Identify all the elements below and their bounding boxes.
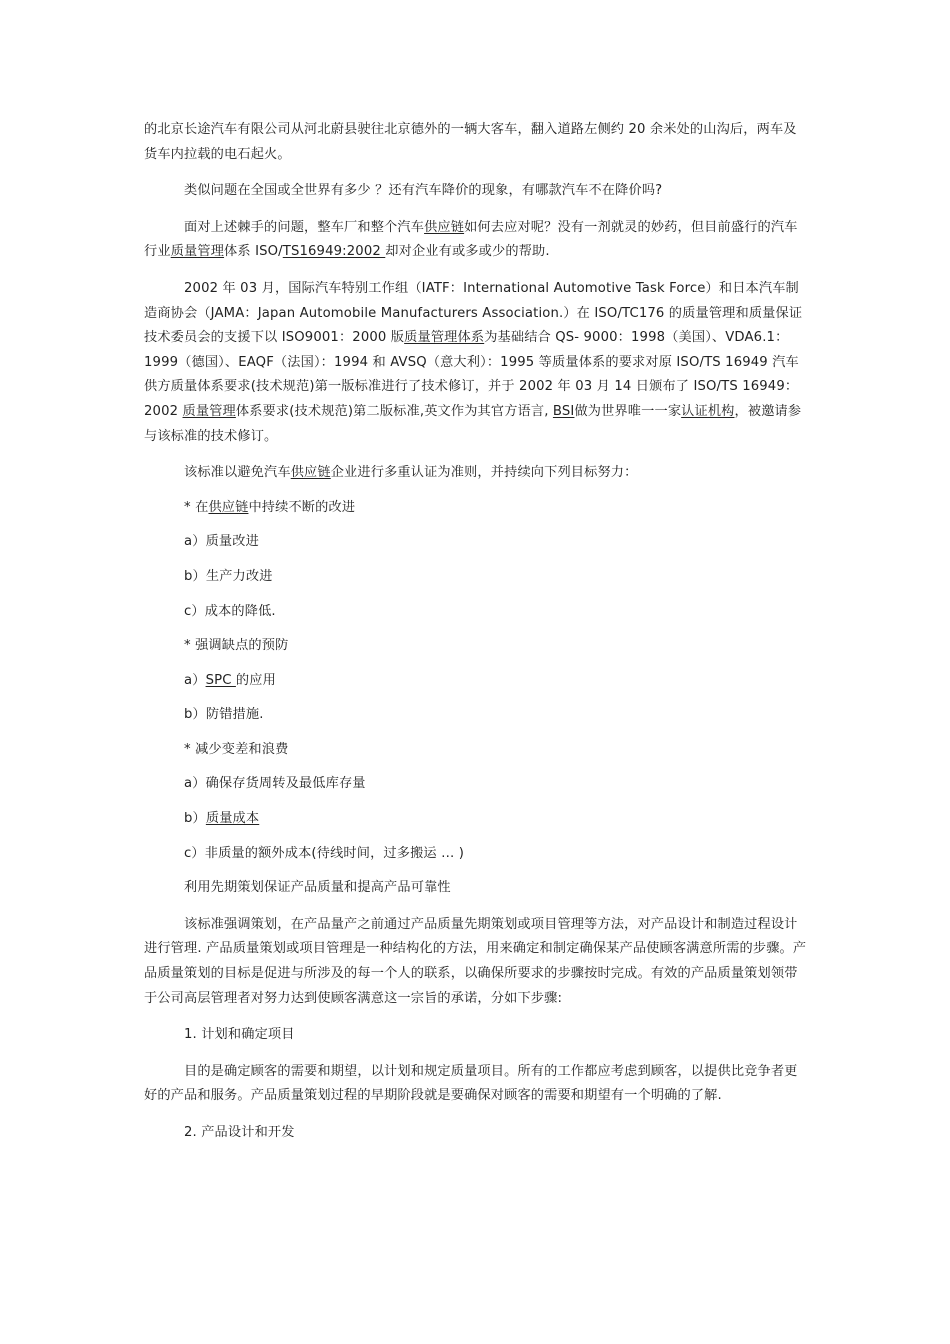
- text-span: 中持续不断的改进: [248, 499, 356, 515]
- text-span: b）: [184, 811, 206, 827]
- sub-item: c）非质量的额外成本(待线时间，过多搬运 … ): [184, 845, 465, 861]
- goal-item: * 强调缺点的预防: [184, 638, 289, 654]
- step-title: 1. 计划和确定项目: [184, 1027, 295, 1043]
- text-span: 为基础结合 QS- 9000：1998（美国）、VDA6.1：1999（德国）、EAQF（法国）：1994 和 AVSQ（意大利）：1995 等质量体系的要求对原 ISO/TS 16949 汽车供方质量体系要求(技术规范)第一版标准进行了技术修订，并于 2002 年 03 月 14 日颁布了 ISO/TS 16949：2002: [144, 330, 799, 419]
- section-heading: 利用先期策划保证产品质量和提高产品可靠性: [184, 880, 451, 896]
- goal-item: [144, 496, 808, 521]
- text-span: ，被邀请参与该标准的技术修订。: [144, 403, 802, 444]
- link-spc[interactable]: SPC: [205, 672, 236, 688]
- sub-item: b）生产力改进: [184, 568, 273, 584]
- link-quality-management[interactable]: 质量管理: [170, 244, 225, 260]
- document-page: [144, 118, 808, 1146]
- text-span: 面对上述棘手的问题，整车厂和整个汽车: [184, 219, 425, 235]
- text-span: 如何去应对呢？没有一剂就灵的妙药，但目前盛行的汽车行业: [144, 219, 798, 260]
- sub-item: c）成本的降低.: [184, 603, 276, 619]
- paragraph-standard-history: [144, 277, 808, 449]
- link-certification-body[interactable]: 认证机构: [681, 403, 735, 419]
- text-span: 2002 年 03 月，国际汽车特别工作组（IATF：International Automotive Task Force）和日本汽车制造商协会（JAMA：Japan Automobile Manufacturers Association.）在 ISO/TC176 的质量管理和质量保证技术委员会的支援下以 ISO9001：2000 版: [144, 280, 803, 346]
- link-supply-chain[interactable]: 供应链: [424, 219, 465, 235]
- text-span: a）: [184, 672, 206, 688]
- link-supply-chain[interactable]: 供应链: [290, 465, 331, 481]
- text-span: * 在: [184, 499, 209, 515]
- link-supply-chain[interactable]: 供应链: [208, 499, 249, 515]
- link-quality-cost[interactable]: 质量成本: [205, 811, 260, 827]
- paragraph-step-body: 目的是确定顾客的需要和期望，以计划和规定质量项目。所有的工作都应考虑到顾客，以提供比竞争者更好的产品和服务。产品质量策划过程的早期阶段就是要确保对顾客的需要和期望有一个明确的了解.: [144, 1063, 798, 1104]
- link-quality-management-system[interactable]: 质量管理体系: [404, 330, 485, 346]
- text-span: 体系要求(技术规范)第二版标准,英文作为其官方语言,: [235, 403, 553, 419]
- text-span: 企业进行多重认证为准则，并持续向下列目标努力：: [330, 465, 638, 481]
- paragraph-challenge: [144, 216, 808, 265]
- text-span: 做为世界唯一一家: [574, 403, 682, 419]
- goal-item: * 减少变差和浪费: [184, 741, 289, 757]
- sub-item: a）确保存货周转及最低库存量: [184, 776, 366, 792]
- link-ts16949[interactable]: TS16949:2002: [282, 244, 386, 260]
- sub-item: a）质量改进: [184, 534, 259, 550]
- paragraph-accident: 的北京长途汽车有限公司从河北蔚县驶往北京德外的一辆大客车，翻入道路左侧约 20 余米处的山沟后，两车及货车内拉载的电石起火。: [144, 122, 797, 162]
- sub-item: [144, 669, 808, 694]
- link-bsi[interactable]: BSI: [552, 403, 575, 419]
- paragraph-question: 类似问题在全国或全世界有多少 ？还有汽车降价的现象，有哪款汽车不在降价吗?: [184, 183, 663, 199]
- text-span: 的应用: [235, 672, 276, 688]
- paragraph-planning: 该标准强调策划，在产品量产之前通过产品质量先期策划或项目管理等方法，对产品设计和制造过程设计进行管理. 产品质量策划或项目管理是一种结构化的方法，用来确定和制定确保某产品使顾客满意所需的步骤。产品质量策划的目标是促进与所涉及的每一个人的联系，以确保所要求的步骤按时完成。有效的产品质量策划领带于公司高层管理者对努力达到使顾客满意这一宗旨的承诺，分如下步骤:: [144, 916, 807, 1006]
- sub-item: [144, 807, 808, 832]
- text-span: 却对企业有或多或少的帮助.: [385, 244, 550, 260]
- text-span: 该标准以避免汽车: [184, 465, 291, 481]
- step-title: 2. 产品设计和开发: [184, 1125, 295, 1140]
- text-span: 体系 ISO/: [224, 244, 283, 260]
- sub-item: b）防错措施.: [184, 707, 264, 723]
- paragraph-standard-goals: [144, 461, 808, 486]
- link-quality-management[interactable]: 质量管理: [182, 403, 236, 419]
